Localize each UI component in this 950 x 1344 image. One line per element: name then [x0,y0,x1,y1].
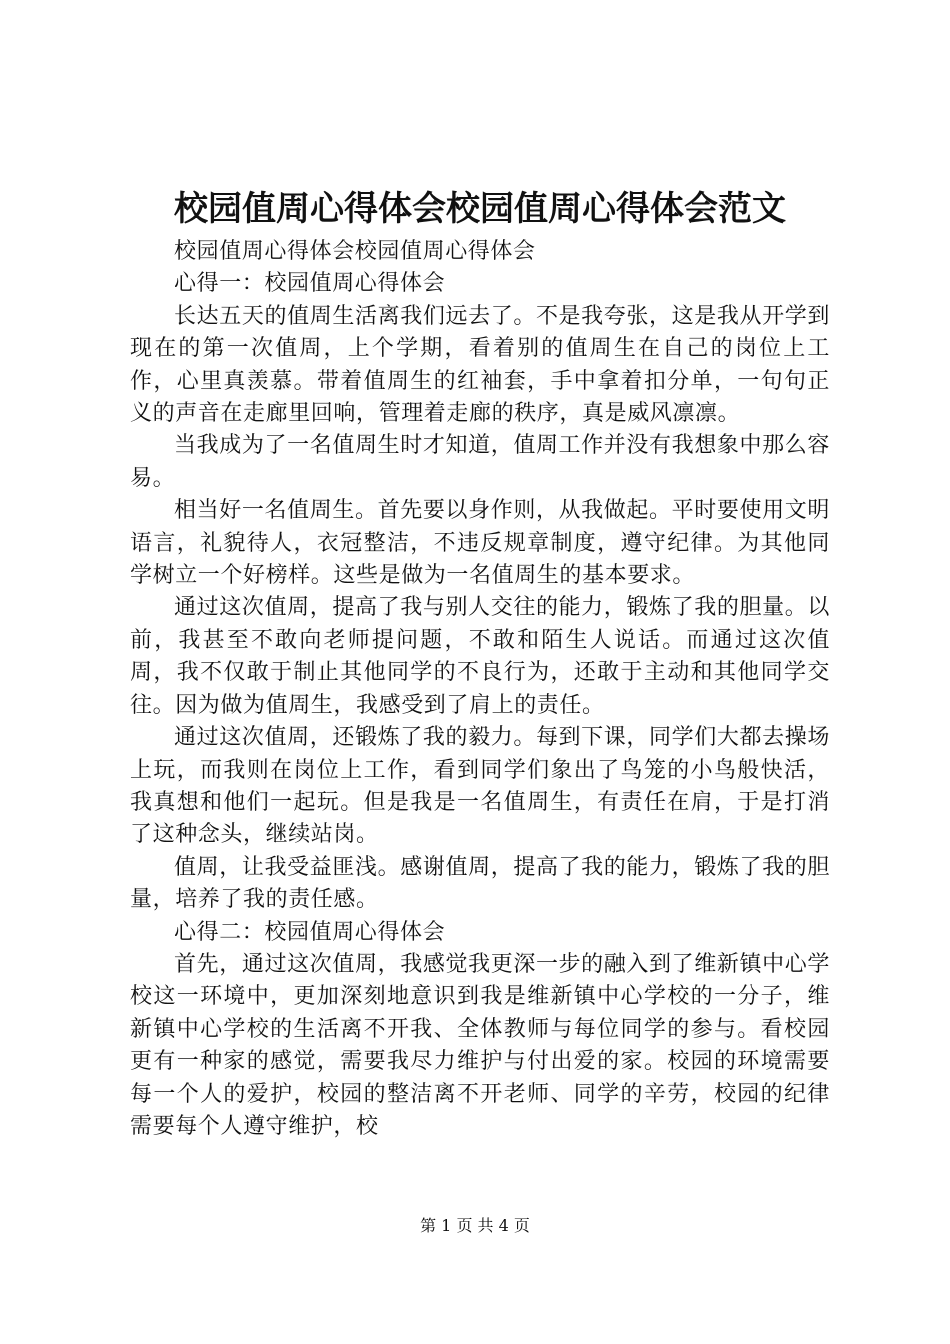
paragraph: 通过这次值周，还锻炼了我的毅力。每到下课，同学们大都去操场上玩，而我则在岗位上工作，看到同学们象出了鸟笼的小鸟般快活，我真想和他们一起玩。但是我是一名值周生，有责任在肩，于是打消了这种念头，继续站岗。 [130,725,830,848]
paragraph: 值周，让我受益匪浅。感谢值周，提高了我的能力，锻炼了我的胆量，培养了我的责任感。 [130,854,830,913]
paragraph: 当我成为了一名值周生时才知道，值周工作并没有我想象中那么容易。 [130,433,830,491]
page-footer: 第 1 页 共 4 页 [420,1216,530,1235]
paragraph: 长达五天的值周生活离我们远去了。不是我夸张，这是我从开学到现在的第一次值周，上个学期，看着别的值周生在自己的岗位上工作，心里真羡慕。带着值周生的红袖套，手中拿着扣分单，一句句正义的声音在走廊里回响，管理着走廊的秩序，真是威风凛凛。 [130,303,830,427]
section-heading: 心得二：校园值周心得体会 [174,919,446,945]
section-heading: 心得一：校园值周心得体会 [174,271,446,297]
document-body [130,236,830,1143]
document-title: 校园值周心得体会校园值周心得体会范文 [174,189,786,229]
paragraph: 通过这次值周，提高了我与别人交往的能力，锻炼了我的胆量。以前，我甚至不敢向老师提问题，不敢和陌生人说话。而通过这次值周，我不仅敢于制止其他同学的不良行为，还敢于主动和其他同学交往。因为做为值周生，我感受到了肩上的责任。 [130,595,830,718]
paragraph: 首先，通过这次值周，我感觉我更深一步的融入到了维新镇中心学校这一环境中，更加深刻地意识到我是维新镇中心学校的一分子，维新镇中心学校的生活离不开我、全体教师与每位同学的参与。看校园更有一种家的感觉，需要我尽力维护与付出爱的家。校园的环境需要每一个人的爱护，校园的整洁离不开老师、同学的辛劳，校园的纪律需要每个人遵守维护，校 [130,951,830,1139]
paragraph: 相当好一名值周生。首先要以身作则，从我做起。平时要使用文明语言，礼貌待人，衣冠整洁，不违反规章制度，遵守纪律。为其他同学树立一个好榜样。这些是做为一名值周生的基本要求。 [130,498,830,589]
paragraph: 校园值周心得体会校园值周心得体会 [174,239,536,264]
